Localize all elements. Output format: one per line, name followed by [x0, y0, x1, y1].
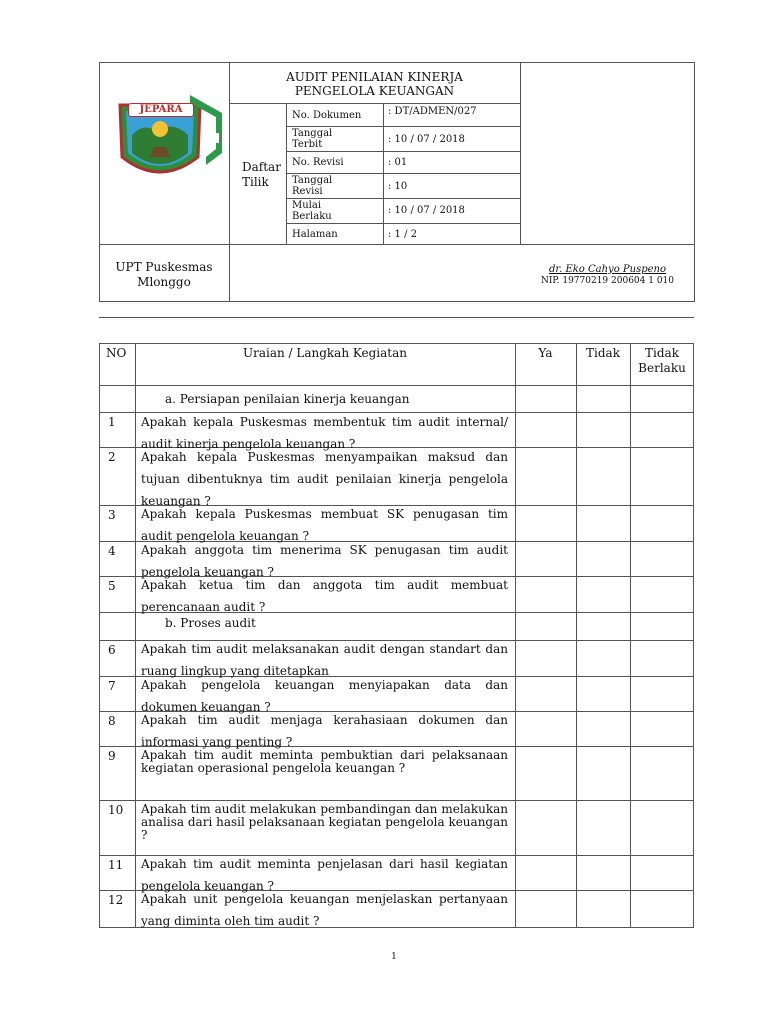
meta-label-halaman: Halaman — [292, 229, 338, 240]
meta-line-3 — [286, 173, 520, 174]
logo — [110, 95, 240, 190]
row-number: 5 — [108, 579, 116, 593]
row-question: Apakah tim audit melakukan pembandingan dan melakukan analisa dari hasil pelaksanaan kegiatan pengelola keuangan ? — [141, 802, 508, 842]
col-header-tidak-berlaku-line1: Tidak — [645, 346, 679, 360]
org-name-line2: Mlonggo — [137, 275, 191, 289]
document-title-line2: PENGELOLA KEUANGAN — [294, 84, 455, 98]
meta-line-2 — [286, 151, 520, 152]
col-divider-2 — [515, 343, 516, 928]
col-divider-1 — [135, 343, 136, 928]
row-number: 4 — [108, 544, 116, 558]
col-header-tidak-berlaku-line2: Berlaku — [638, 361, 686, 375]
page-number: 1 — [391, 952, 397, 962]
meta-line-4 — [286, 198, 520, 199]
col-header-tidak: Tidak — [586, 346, 620, 360]
meta-label-mulai-berlaku: Mulai Berlaku — [292, 200, 332, 222]
meta-label-no-revisi: No. Revisi — [292, 157, 344, 168]
row-line — [99, 800, 694, 801]
row-number: 2 — [108, 450, 116, 464]
section-b-title: b. Proses audit — [165, 616, 256, 630]
row-number: 3 — [108, 508, 116, 522]
row-number: 8 — [108, 714, 116, 728]
row-question: Apakah kepala Puskesmas menyampaikan maksud dan tujuan dibentuknya tim audit penilaian kinerja pengelola keuangan ? — [141, 450, 508, 508]
document-type-line2: Tilik — [242, 175, 269, 189]
row-number: 1 — [108, 415, 116, 429]
row-question: Apakah pengelola keuangan menyiapakan data dan dokumen keuangan ? — [141, 678, 508, 714]
logo-text: JEPARA — [128, 103, 194, 117]
row-question: Apakah tim audit meminta penjelasan dari hasil kegiatan pengelola keuangan ? — [141, 857, 508, 893]
col-header-ya: Ya — [538, 346, 553, 360]
row-number: 11 — [108, 858, 124, 872]
row-question: Apakah kepala Puskesmas membentuk tim audit internal/ audit kinerja pengelola keuangan ? — [141, 415, 508, 451]
row-question: Apakah unit pengelola keuangan menjelaskan pertanyaan yang diminta oleh tim audit ? — [141, 892, 508, 928]
col-header-no: NO — [106, 346, 127, 360]
row-line — [99, 385, 694, 386]
header-separator — [99, 317, 694, 318]
row-number: 10 — [108, 803, 124, 817]
col-header-uraian: Uraian / Langkah Kegiatan — [242, 346, 408, 360]
meta-value-no-dokumen: : DT/ADMEN/027 — [388, 106, 477, 117]
meta-value-no-revisi: : 01 — [388, 157, 408, 168]
row-question: Apakah tim audit meminta pembuktian dari pelaksanaan kegiatan operasional pengelola keuangan ? — [141, 748, 508, 775]
meta-value-tanggal-terbit: : 10 / 07 / 2018 — [388, 134, 465, 145]
row-number: 7 — [108, 679, 116, 693]
header-divider-bottom — [99, 244, 695, 245]
row-question: Apakah tim audit menjaga kerahasiaan dokumen dan informasi yang penting ? — [141, 713, 508, 749]
org-name-line1: UPT Puskesmas — [115, 260, 213, 274]
row-number: 12 — [108, 893, 124, 907]
title-divider — [229, 103, 520, 104]
meta-value-tanggal-revisi: : 10 — [388, 181, 408, 192]
meta-value-halaman: : 1 / 2 — [388, 229, 417, 240]
section-a-title: a. Persiapan penilaian kinerja keuangan — [165, 392, 410, 406]
col-divider-3 — [576, 343, 577, 928]
row-question: Apakah ketua tim dan anggota tim audit membuat perencanaan audit ? — [141, 578, 508, 614]
row-question: Apakah tim audit melaksanakan audit dengan standart dan ruang lingkup yang ditetapkan — [141, 642, 508, 678]
signer-name: dr. Eko Cahyo Puspeno — [549, 264, 666, 275]
meta-label-no-dokumen: No. Dokumen — [292, 110, 362, 121]
row-question: Apakah kepala Puskesmas membuat SK penugasan tim audit pengelola keuangan ? — [141, 507, 508, 543]
header-divider-right — [520, 62, 521, 244]
meta-label-tanggal-terbit: Tanggal Terbit — [292, 128, 333, 150]
meta-line-5 — [286, 223, 520, 224]
meta-value-mulai-berlaku: : 10 / 07 / 2018 — [388, 205, 465, 216]
row-question: Apakah anggota tim menerima SK penugasan tim audit pengelola keuangan ? — [141, 543, 508, 579]
row-number: 6 — [108, 643, 116, 657]
col-divider-4 — [630, 343, 631, 928]
document-title-line1: AUDIT PENILAIAN KINERJA — [286, 70, 463, 84]
document-type-line1: Daftar — [242, 160, 281, 174]
meta-line-1 — [286, 126, 520, 127]
meta-label-tanggal-revisi: Tanggal Revisi — [292, 175, 333, 197]
row-number: 9 — [108, 749, 116, 763]
signer-nip: NIP. 19770219 200604 1 010 — [540, 276, 675, 286]
